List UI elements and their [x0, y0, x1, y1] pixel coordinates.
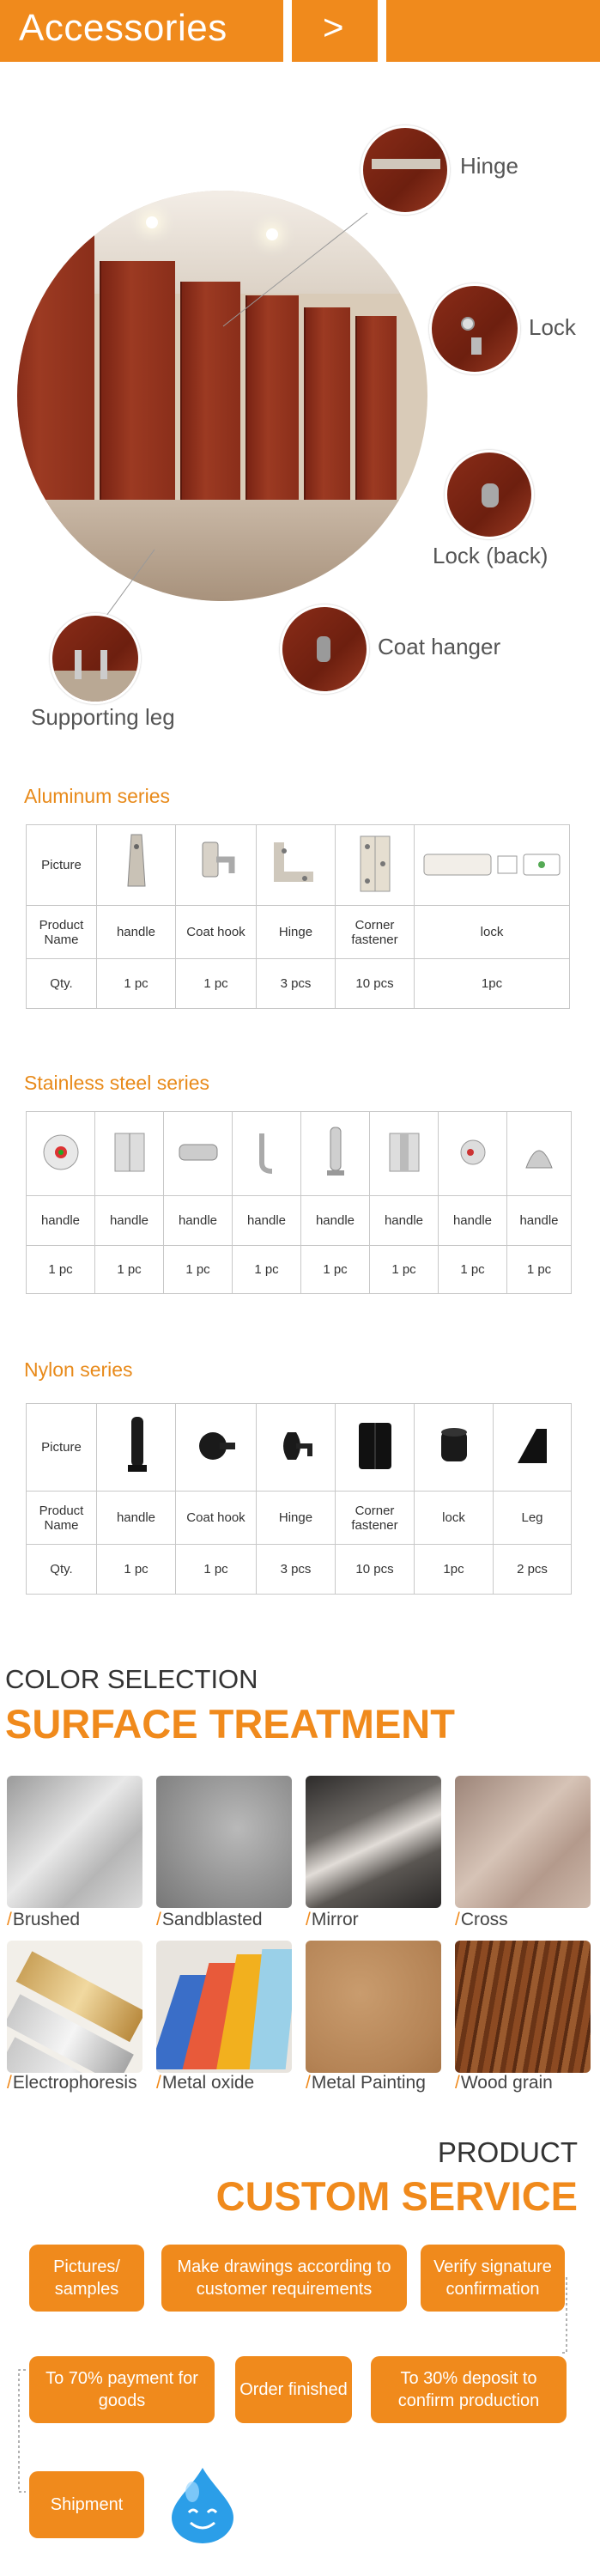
- step-shipment: Shipment: [29, 2471, 144, 2538]
- aluminum-qty-2: 1 pc: [176, 959, 257, 1009]
- row-label-name: Product Name: [27, 1492, 97, 1545]
- swatch-label-mirror: /Mirror: [306, 1910, 359, 1929]
- nylon-qty-2: 1 pc: [176, 1545, 257, 1595]
- stainless-name-8: handle: [507, 1196, 572, 1246]
- smiley-drop-icon: [161, 2463, 244, 2545]
- swatch-label-brushed: /Brushed: [7, 1910, 81, 1929]
- nylon-qty-5: 1pc: [415, 1545, 494, 1595]
- nylon-qty-4: 10 pcs: [336, 1545, 415, 1595]
- stainless-handle-icon-2: [95, 1112, 164, 1196]
- nylon-series-title: Nylon series: [24, 1358, 133, 1381]
- swatch-label-wood-grain: /Wood grain: [455, 2073, 553, 2093]
- aluminum-qty-4: 10 pcs: [336, 959, 415, 1009]
- row-label-picture: Picture: [27, 825, 97, 906]
- step-payment-for-goods: To 70% payment for goods: [29, 2356, 215, 2423]
- swatch-label-sandblasted: /Sandblasted: [156, 1910, 263, 1929]
- stainless-qty-7: 1 pc: [439, 1246, 507, 1294]
- swatch-wood-grain: [455, 1941, 591, 2073]
- stainless-table: [26, 1111, 572, 1294]
- stainless-name-7: handle: [439, 1196, 507, 1246]
- nylon-lock-icon: [415, 1404, 494, 1492]
- aluminum-coat-hook-icon: [176, 825, 257, 906]
- nylon-qty-1: 1 pc: [97, 1545, 176, 1595]
- step-verify-signature: Verify signature confirmation: [421, 2245, 565, 2312]
- stainless-qty-5: 1 pc: [301, 1246, 370, 1294]
- aluminum-table: [26, 824, 570, 1009]
- stainless-handle-icon-8: [507, 1112, 572, 1196]
- stainless-series-title: Stainless steel series: [24, 1072, 210, 1094]
- stainless-name-1: handle: [27, 1196, 95, 1246]
- aluminum-lock-icon: [415, 825, 570, 906]
- stainless-name-6: handle: [370, 1196, 439, 1246]
- stainless-name-3: handle: [164, 1196, 233, 1246]
- aluminum-qty-5: 1pc: [415, 959, 570, 1009]
- label-lock-back: Lock (back): [433, 543, 548, 568]
- stainless-qty-4: 1 pc: [233, 1246, 301, 1294]
- nylon-name-6: Leg: [494, 1492, 572, 1545]
- nylon-qty-3: 3 pcs: [257, 1545, 336, 1595]
- stainless-qty-1: 1 pc: [27, 1246, 95, 1294]
- swatch-brushed: [7, 1776, 142, 1908]
- lock-back-photo: [445, 450, 534, 539]
- stainless-name-2: handle: [95, 1196, 164, 1246]
- row-label-qty: Qty.: [27, 1545, 97, 1595]
- nylon-name-3: Hinge: [257, 1492, 336, 1545]
- nylon-table: [26, 1403, 572, 1595]
- nylon-name-1: handle: [97, 1492, 176, 1545]
- swatch-metal-oxide: [156, 1941, 292, 2073]
- aluminum-qty-3: 3 pcs: [257, 959, 336, 1009]
- supporting-leg-photo: [50, 613, 141, 704]
- nylon-coat-hook-icon: [176, 1404, 257, 1492]
- product-subtitle: PRODUCT: [437, 2136, 578, 2168]
- swatch-label-electrophoresis: /Electrophoresis: [7, 2073, 137, 2093]
- aluminum-qty-1: 1 pc: [97, 959, 176, 1009]
- aluminum-series-title: Aluminum series: [24, 785, 170, 807]
- aluminum-name-3: Hinge: [257, 906, 336, 959]
- swatch-mirror: [306, 1776, 441, 1908]
- stainless-handle-icon-1: [27, 1112, 95, 1196]
- swatch-label-cross: /Cross: [455, 1910, 508, 1929]
- row-label-name: Product Name: [27, 906, 97, 959]
- nylon-name-5: lock: [415, 1492, 494, 1545]
- aluminum-name-2: Coat hook: [176, 906, 257, 959]
- nylon-corner-fastener-icon: [336, 1404, 415, 1492]
- step-pictures-samples: Pictures/ samples: [29, 2245, 144, 2312]
- stainless-name-4: handle: [233, 1196, 301, 1246]
- stainless-qty-6: 1 pc: [370, 1246, 439, 1294]
- stainless-qty-2: 1 pc: [95, 1246, 164, 1294]
- stainless-handle-icon-3: [164, 1112, 233, 1196]
- color-selection-subtitle: COLOR SELECTION: [5, 1664, 258, 1694]
- stainless-qty-3: 1 pc: [164, 1246, 233, 1294]
- nylon-name-2: Coat hook: [176, 1492, 257, 1545]
- stainless-handle-icon-5: [301, 1112, 370, 1196]
- swatch-cross: [455, 1776, 591, 1908]
- row-label-picture: Picture: [27, 1404, 97, 1492]
- step-make-drawings: Make drawings according to customer requirements: [161, 2245, 407, 2312]
- aluminum-hinge-icon: [257, 825, 336, 906]
- stainless-handle-icon-6: [370, 1112, 439, 1196]
- swatch-metal-painting: [306, 1941, 441, 2073]
- header-banner: [0, 0, 600, 62]
- header-right-bar: [386, 0, 600, 62]
- label-hinge: Hinge: [460, 153, 518, 179]
- aluminum-name-5: lock: [415, 906, 570, 959]
- swatch-electrophoresis: [7, 1941, 142, 2073]
- aluminum-corner-fastener-icon: [336, 825, 415, 906]
- swatch-label-metal-painting: /Metal Painting: [306, 2073, 426, 2093]
- step-order-finished: Order finished: [235, 2356, 352, 2423]
- stainless-handle-icon-4: [233, 1112, 301, 1196]
- surface-treatment-title: SURFACE TREATMENT: [5, 1701, 455, 1747]
- swatch-label-metal-oxide: /Metal oxide: [156, 2073, 255, 2093]
- nylon-qty-6: 2 pcs: [494, 1545, 572, 1595]
- accessories-diagram: [0, 112, 600, 756]
- stainless-name-5: handle: [301, 1196, 370, 1246]
- label-lock: Lock: [529, 314, 576, 340]
- hinge-photo: [361, 125, 450, 215]
- lock-photo: [429, 283, 520, 374]
- aluminum-name-1: handle: [97, 906, 176, 959]
- custom-service-title: CUSTOM SERVICE: [215, 2173, 578, 2219]
- stainless-handle-icon-7: [439, 1112, 507, 1196]
- label-supporting-leg: Supporting leg: [31, 704, 175, 730]
- aluminum-handle-icon: [97, 825, 176, 906]
- stainless-qty-8: 1 pc: [507, 1246, 572, 1294]
- nylon-hinge-icon: [257, 1404, 336, 1492]
- swatch-sandblasted: [156, 1776, 292, 1908]
- step-deposit-confirm-production: To 30% deposit to confirm production: [371, 2356, 567, 2423]
- aluminum-name-4: Corner fastener: [336, 906, 415, 959]
- row-label-qty: Qty.: [27, 959, 97, 1009]
- nylon-leg-icon: [494, 1404, 572, 1492]
- nylon-handle-icon: [97, 1404, 176, 1492]
- coat-hanger-photo: [280, 605, 369, 694]
- label-coat-hanger: Coat hanger: [378, 634, 501, 659]
- chevron-right-icon[interactable]: >: [323, 7, 344, 47]
- page-title: Accessories: [19, 7, 227, 49]
- nylon-name-4: Corner fastener: [336, 1492, 415, 1545]
